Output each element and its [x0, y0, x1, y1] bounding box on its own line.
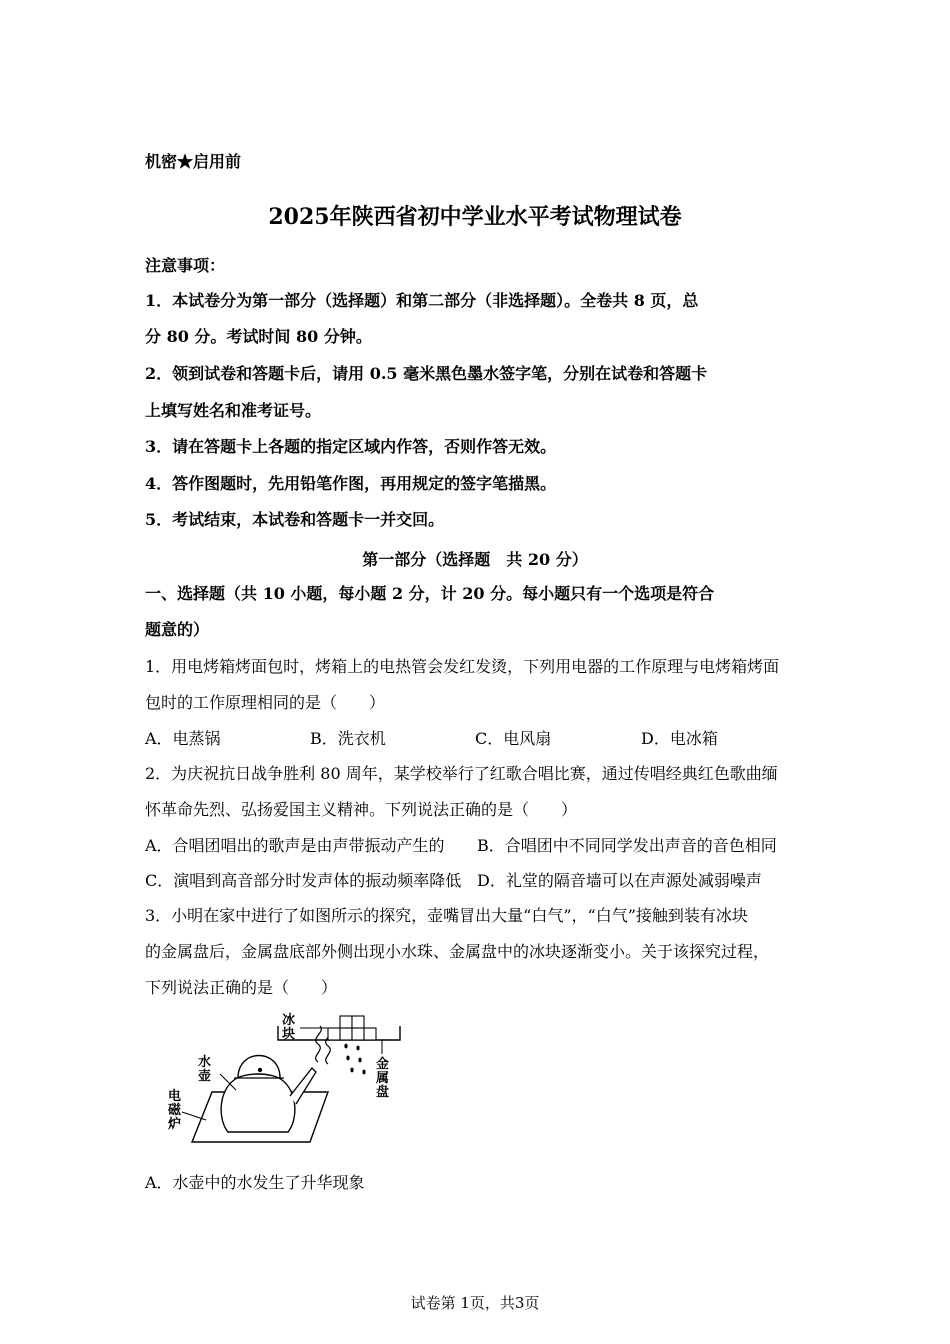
notice-line: 1．本试卷分为第一部分（选择题）和第二部分（非选择题）。全卷共 8 页，总 — [145, 291, 699, 310]
figure-label-stove: 磁 — [168, 1103, 182, 1118]
q1-option-b: B．洗衣机 — [310, 729, 386, 748]
figure-label-kettle: 壶 — [198, 1069, 212, 1084]
q2-option-a: A．合唱团唱出的歌声是由声带振动产生的 — [145, 836, 445, 855]
figure-label-tray: 盘 — [376, 1085, 390, 1100]
exam-title: 2025年陕西省初中学业水平考试物理试卷 — [268, 204, 682, 230]
figure-label-stove: 电 — [168, 1089, 182, 1104]
q2-option-b: B．合唱团中不同同学发出声音的音色相同 — [477, 836, 777, 855]
figure-label-kettle: 水 — [198, 1055, 212, 1070]
q1-option-d: D．电冰箱 — [641, 729, 718, 748]
notice-line: 5．考试结束，本试卷和答题卡一并交回。 — [145, 510, 445, 529]
q1-option-a: A．电蒸锅 — [145, 729, 221, 748]
figure-label-stove: 炉 — [168, 1117, 182, 1132]
steam-shape — [316, 1026, 322, 1062]
kettle-shape — [221, 1074, 295, 1132]
notice-line: 3．请在答题卡上各题的指定区域内作答，否则作答无效。 — [145, 437, 557, 456]
q3-stem-cont: 下列说法正确的是（ ） — [145, 978, 338, 997]
notice-heading: 注意事项： — [145, 256, 226, 275]
notice-line: 2．领到试卷和答题卡后，请用 0.5 毫米黑色墨水签字笔，分别在试卷和答题卡 — [145, 364, 708, 383]
q3-option-a: A．水壶中的水发生了升华现象 — [145, 1173, 365, 1192]
part-one-heading: 第一部分（选择题 共 20 分） — [362, 550, 588, 569]
figure-label-tray: 金 — [376, 1057, 390, 1072]
q2-option-c: C．演唱到高音部分时发声体的振动频率降低 — [145, 871, 462, 890]
notice-line: 上填写姓名和准考证号。 — [145, 401, 322, 420]
kettle-spout — [290, 1068, 316, 1104]
figure-label-ice: 块 — [282, 1027, 296, 1042]
q3-stem: 3．小明在家中进行了如图所示的探究，壶嘴冒出大量“白气”，“白气”接触到装有冰块 — [145, 906, 748, 925]
notice-line: 分 80 分。考试时间 80 分钟。 — [145, 327, 372, 346]
section-heading-cont: 题意的） — [145, 620, 210, 639]
q2-stem-cont: 怀革命先烈、弘扬爱国主义精神。下列说法正确的是（ ） — [145, 800, 578, 819]
q2-option-d: D．礼堂的隔音墙可以在声源处减弱噪声 — [477, 871, 762, 890]
water-droplets — [344, 1044, 365, 1075]
q1-option-c: C．电风扇 — [475, 729, 552, 748]
q1-stem-cont: 包时的工作原理相同的是（ ） — [145, 693, 386, 712]
page-footer: 试卷第 1页，共3页 — [410, 1294, 540, 1312]
kettle-experiment-figure — [160, 1008, 420, 1148]
figure-label-tray: 属 — [376, 1071, 390, 1086]
q2-stem: 2．为庆祝抗日战争胜利 80 周年，某学校举行了红歌合唱比赛，通过传唱经典红色歌曲缅 — [145, 764, 778, 783]
notice-line: 4．答作图题时，先用铅笔作图，再用规定的签字笔描黑。 — [145, 474, 557, 493]
confidential-label: 机密★启用前 — [145, 152, 242, 171]
q1-stem: 1．用电烤箱烤面包时，烤箱上的电热管会发红发烫，下列用电器的工作原理与电烤箱烤面 — [145, 657, 780, 676]
q3-stem-cont: 的金属盘后，金属盘底部外侧出现小水珠、金属盘中的冰块逐渐变小。关于该探究过程， — [145, 942, 770, 961]
figure-label-ice: 冰 — [282, 1013, 296, 1028]
ice-blocks-shape — [328, 1016, 376, 1040]
section-heading: 一、选择题（共 10 小题，每小题 2 分，计 20 分。每小题只有一个选项是符合 — [145, 584, 715, 603]
